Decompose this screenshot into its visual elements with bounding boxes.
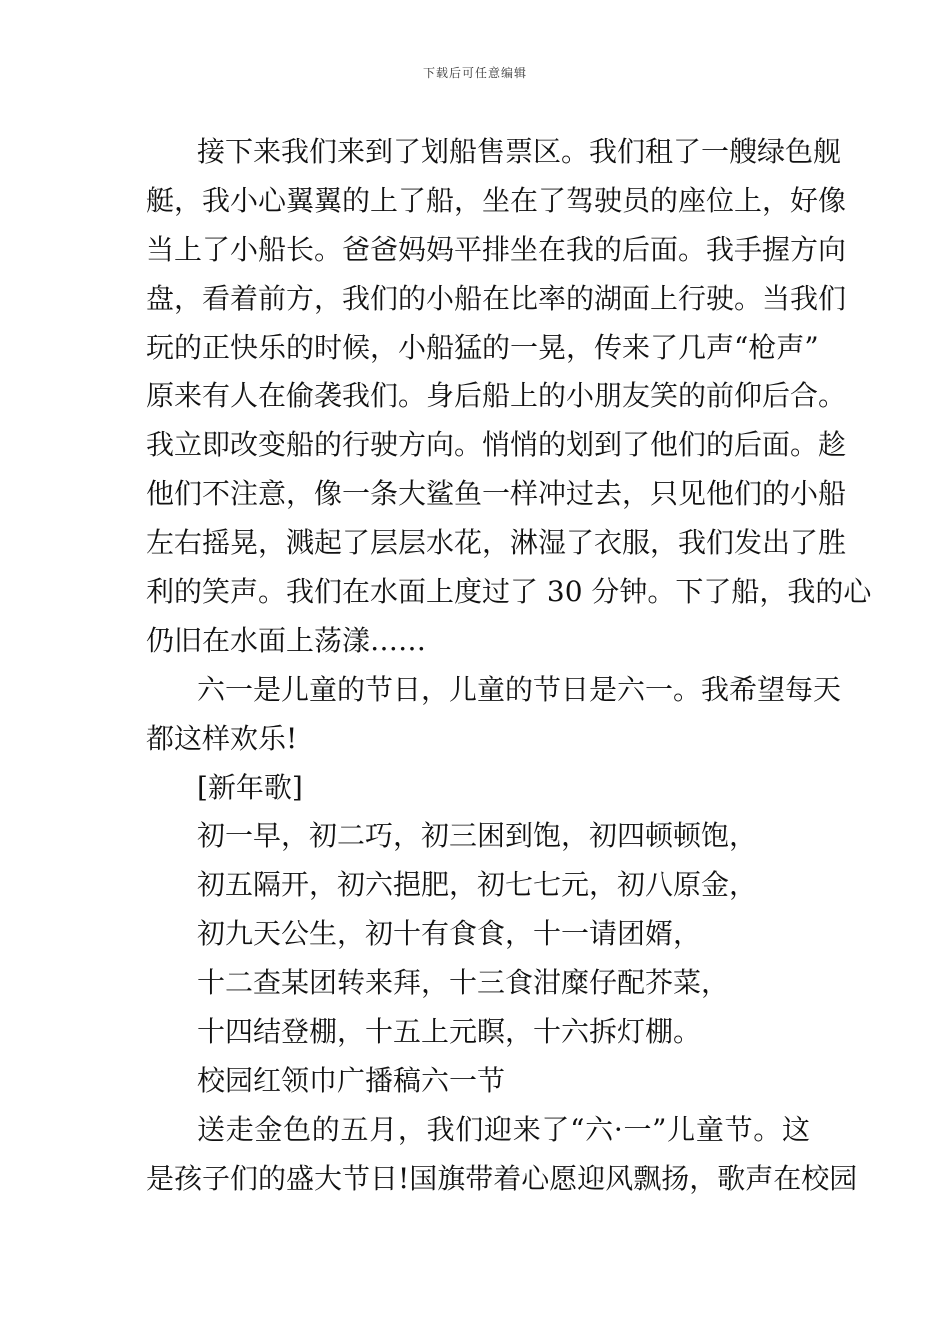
verse-line: 初九天公生，初十有食食，十一请团婿，	[197, 917, 702, 951]
verse-line: 十四结登棚，十五上元瞑，十六拆灯棚。	[197, 1015, 702, 1049]
text-line: 当上了小船长。爸爸妈妈平排坐在我的后面。我手握方向	[146, 232, 847, 266]
text-line: 原来有人在偷袭我们。身后船上的小朋友笑的前仰后合。	[146, 379, 847, 413]
text-line: 仍旧在水面上荡漾……	[146, 623, 427, 657]
verse-line: 十二查某团转来拜，十三食泔糜仔配芥菜，	[197, 966, 730, 1000]
text-line: 玩的正快乐的时候，小船猛的一晃，传来了几声“枪声”	[146, 330, 819, 364]
text-line: 我立即改变船的行驶方向。悄悄的划到了他们的后面。趁	[146, 428, 847, 462]
section-title: 校园红领巾广播稿六一节	[197, 1063, 506, 1097]
verse-line: 初五隔开，初六挹肥，初七七元，初八原金，	[197, 868, 758, 902]
text-line: 他们不注意，像一条大鲨鱼一样冲过去，只见他们的小船	[146, 477, 847, 511]
text-line: 都这样欢乐!	[146, 721, 298, 755]
text-line: 送走金色的五月，我们迎来了“六·一”儿童节。这	[197, 1112, 810, 1146]
verse-line: 初一早，初二巧，初三困到饱，初四顿顿饱，	[197, 819, 758, 853]
text-line: 左右摇晃，溅起了层层水花，淋湿了衣服，我们发出了胜	[146, 526, 847, 560]
text-line: 是孩子们的盛大节日!国旗带着心愿迎风飘扬，歌声在校园	[146, 1161, 858, 1195]
page-header: 下载后可任意编辑	[422, 66, 527, 80]
text-line: 盘，看着前方，我们的小船在比率的湖面上行驶。当我们	[146, 281, 847, 315]
text-line: 艇，我小心翼翼的上了船，坐在了驾驶员的座位上，好像	[146, 183, 847, 217]
document-body	[146, 128, 872, 1204]
text-line: 六一是儿童的节日，儿童的节日是六一。我希望每天	[197, 672, 842, 706]
section-heading: [新年歌]	[197, 770, 303, 804]
text-line: 利的笑声。我们在水面上度过了 30 分钟。下了船，我的心	[146, 575, 872, 609]
text-line: 接下来我们来到了划船售票区。我们租了一艘绿色舰	[197, 135, 842, 168]
